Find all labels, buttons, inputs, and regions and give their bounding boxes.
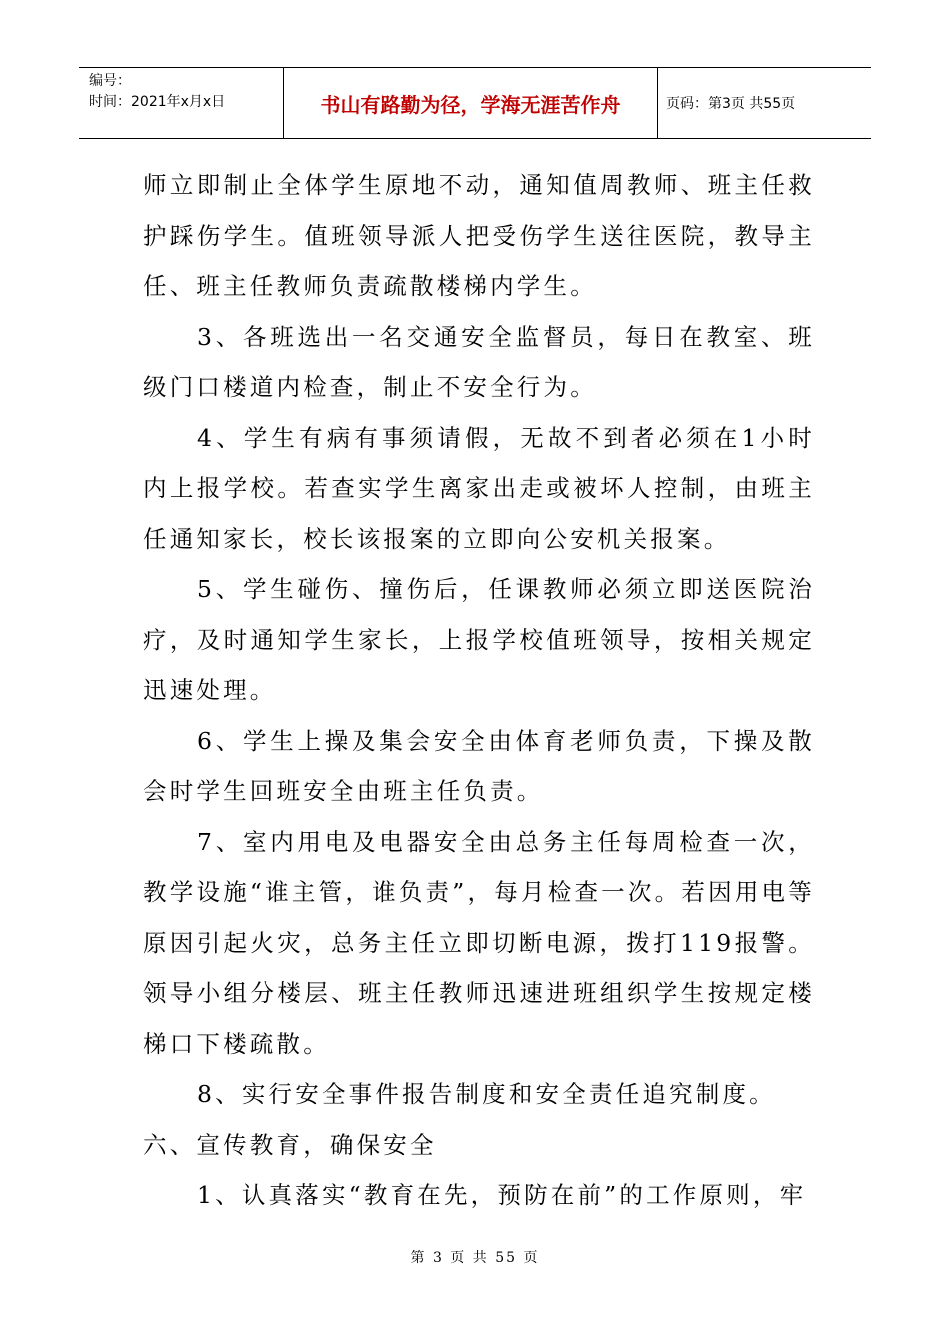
header-meta <box>79 68 284 138</box>
paragraph-item-8: 8、实行安全事件报告制度和安全责任追究制度。 <box>197 1080 776 1108</box>
paragraph-section6-item-1: 1、认真落实“教育在先，预防在前”的工作原则，牢 <box>197 1181 807 1209</box>
document-body <box>143 160 815 1221</box>
document-number-label: 编号： <box>89 73 131 89</box>
header-page-info: 页码：第3页 共55页 <box>666 96 796 112</box>
paragraph-continuation: 师立即制止全体学生原地不动，通知值周教师、班主任救护踩伤学生。值班领导派人把受伤学生送往医院，教导主任、班主任教师负责疏散楼梯内学生。 <box>143 171 815 300</box>
paragraph-item-6: 6、学生上操及集会安全由体育老师负责，下操及散会时学生回班安全由班主任负责。 <box>143 726 815 805</box>
document-time-label: 时间：2021年x月x日 <box>89 94 226 110</box>
paragraph-item-5: 5、学生碰伤、撞伤后，任课教师必须立即送医院治疗，及时通知学生家长，上报学校值班领导，按相关规定迅速处理。 <box>143 575 815 704</box>
page-header <box>79 67 871 139</box>
page-footer: 第 3 页 共 55 页 <box>410 1250 540 1266</box>
paragraph-item-3: 3、各班选出一名交通安全监督员，每日在教室、班级门口楼道内检查，制止不安全行为。 <box>143 322 815 401</box>
paragraph-item-7: 7、室内用电及电器安全由总务主任每周检查一次，教学设施“谁主管，谁负责”，每月检查一次。若因用电等原因引起火灾，总务主任立即切断电源，拨打119报警。领导小组分楼层、班主任教师迅速进班组织学生按规定楼梯口下楼疏散。 <box>143 827 815 1058</box>
section-heading-6: 六、宣传教育，确保安全 <box>143 1130 437 1159</box>
header-motto: 书山有路勤为径，学海无涯苦作舟 <box>284 68 658 138</box>
paragraph-item-4: 4、学生有病有事须请假，无故不到者必须在1小时内上报学校。若查实学生离家出走或被坏人控制，由班主任通知家长，校长该报案的立即向公安机关报案。 <box>143 423 815 553</box>
